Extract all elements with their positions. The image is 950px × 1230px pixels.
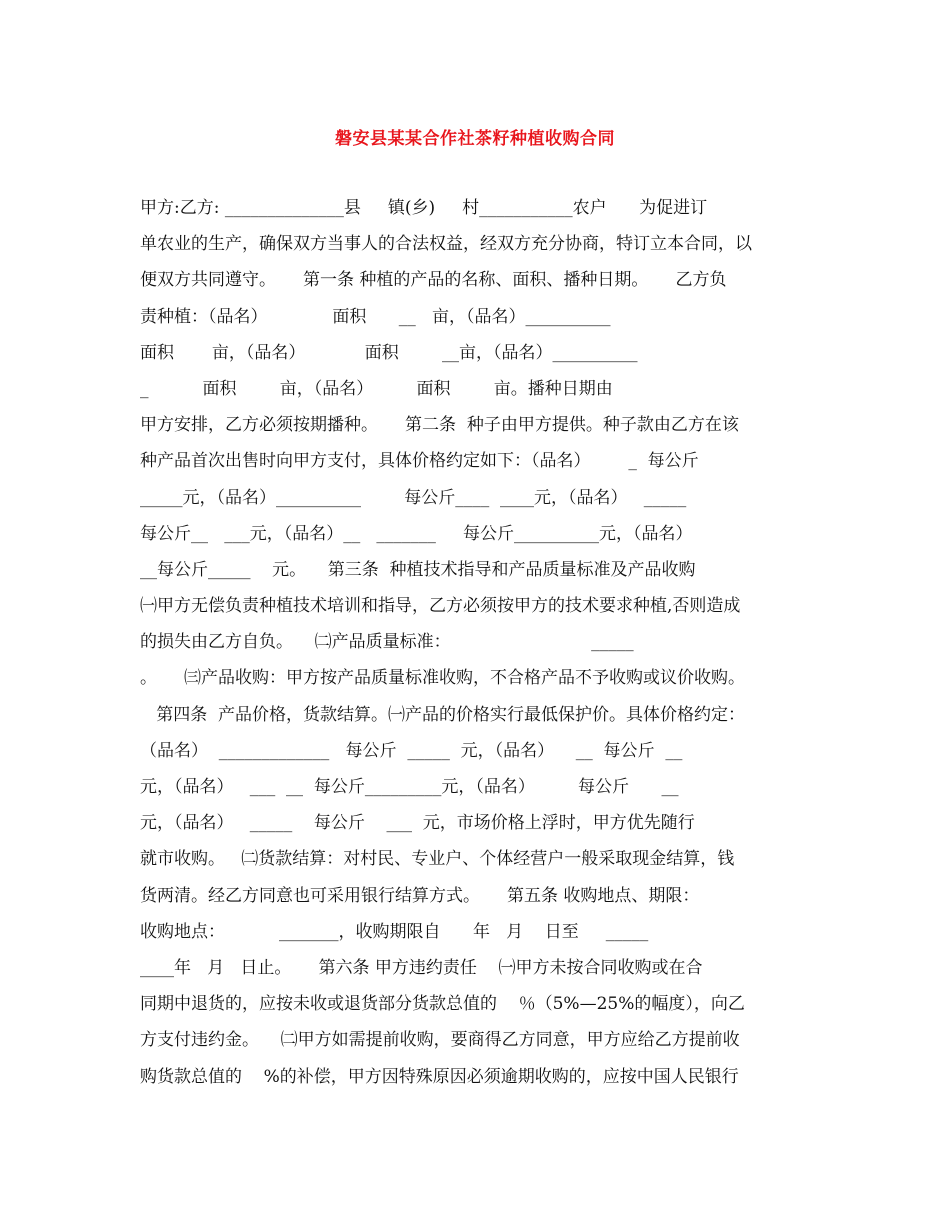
contract-line: 方支付违约金。 ㈡甲方如需提前收购，要商得乙方同意，甲方应给乙方提前收 — [140, 1030, 740, 1051]
contract-line: 每公斤__ ___元，（品名）__ _______ 每公斤__________元，（品名） — [140, 523, 693, 544]
contract-line: 元，（品名） ___ __ 每公斤_________元，（品名） 每公斤 __ — [140, 777, 679, 797]
contract-line: 货两清。经乙方同意也可采用银行结算方式。 第五条 收购地点、期限： — [140, 885, 700, 906]
contract-line: _____元，（品名）__________ 每公斤____ ____元，（品名） _____ — [140, 487, 687, 508]
contract-line: 甲方安排，乙方必须按期播种。 第二条 种子由甲方提供。种子款由乙方在该 — [140, 415, 739, 436]
contract-body — [140, 190, 820, 1095]
contract-line: 种产品首次出售时向甲方支付，具体价格约定如下：（品名） _ 每公斤 — [140, 451, 699, 472]
contract-line: 单农业的生产，确保双方当事人的合法权益，经双方充分协商，特订立本合同，以 — [140, 234, 752, 255]
contract-line: __每公斤_____ 元。 第三条 种植技术指导和产品质量标准及产品收购 — [140, 559, 696, 580]
contract-line: 面积 亩，（品名） 面积 __亩，（品名）__________ — [140, 342, 638, 363]
contract-line: 购货款总值的 %的补偿，甲方因特殊原因必须逾期收购的，应按中国人民银行 — [140, 1066, 739, 1087]
contract-line: （品名） _____________ 每公斤 _____ 元，（品名） __ 每公斤 __ — [140, 740, 683, 761]
document-title: 磐安县某某合作社茶籽种植收购合同 — [335, 129, 615, 149]
contract-line: 甲方:乙方: ______________县 镇(乡) 村___________农户 为促进订 — [140, 198, 708, 218]
contract-line: 同期中退货的，应按未收或退货部分货款总值的 ％（5%—25%的幅度），向乙 — [140, 994, 745, 1015]
contract-line: 收购地点： _______，收购期限自 年 月 日至 _____ — [140, 921, 649, 942]
contract-line: _ 面积 亩，（品名） 面积 亩。播种日期由 — [140, 378, 613, 399]
contract-line: ____年 月 日止。 第六条 甲方违约责任 ㈠甲方未按合同收购或在合 — [140, 957, 703, 978]
contract-line: 便双方共同遵守。 第一条 种植的产品的名称、面积、播种日期。 乙方负 — [140, 270, 727, 291]
contract-line: 就市收购。 ㈡货款结算：对村民、专业户、个体经营户一般采取现金结算，钱 — [140, 849, 735, 870]
contract-line: ㈠甲方无偿负责种植技术培训和指导，乙方必须按甲方的技术要求种植,否则造成 — [140, 596, 741, 617]
contract-line: 第四条 产品价格，货款结算。㈠产品的价格实行最低保护价。具体价格约定： — [140, 704, 746, 725]
contract-line: 的损失由乙方自负。 ㈡产品质量标准： _____ — [140, 632, 634, 653]
contract-line: 责种植：（品名） 面积 __ 亩，（品名）__________ — [140, 306, 611, 327]
contract-line: 。 ㈢产品收购：甲方按产品质量标准收购，不合格产品不予收购或议价收购。 — [140, 668, 746, 689]
contract-line: 元，（品名） _____ 每公斤 ___ 元，市场价格上浮时，甲方优先随行 — [140, 813, 695, 834]
